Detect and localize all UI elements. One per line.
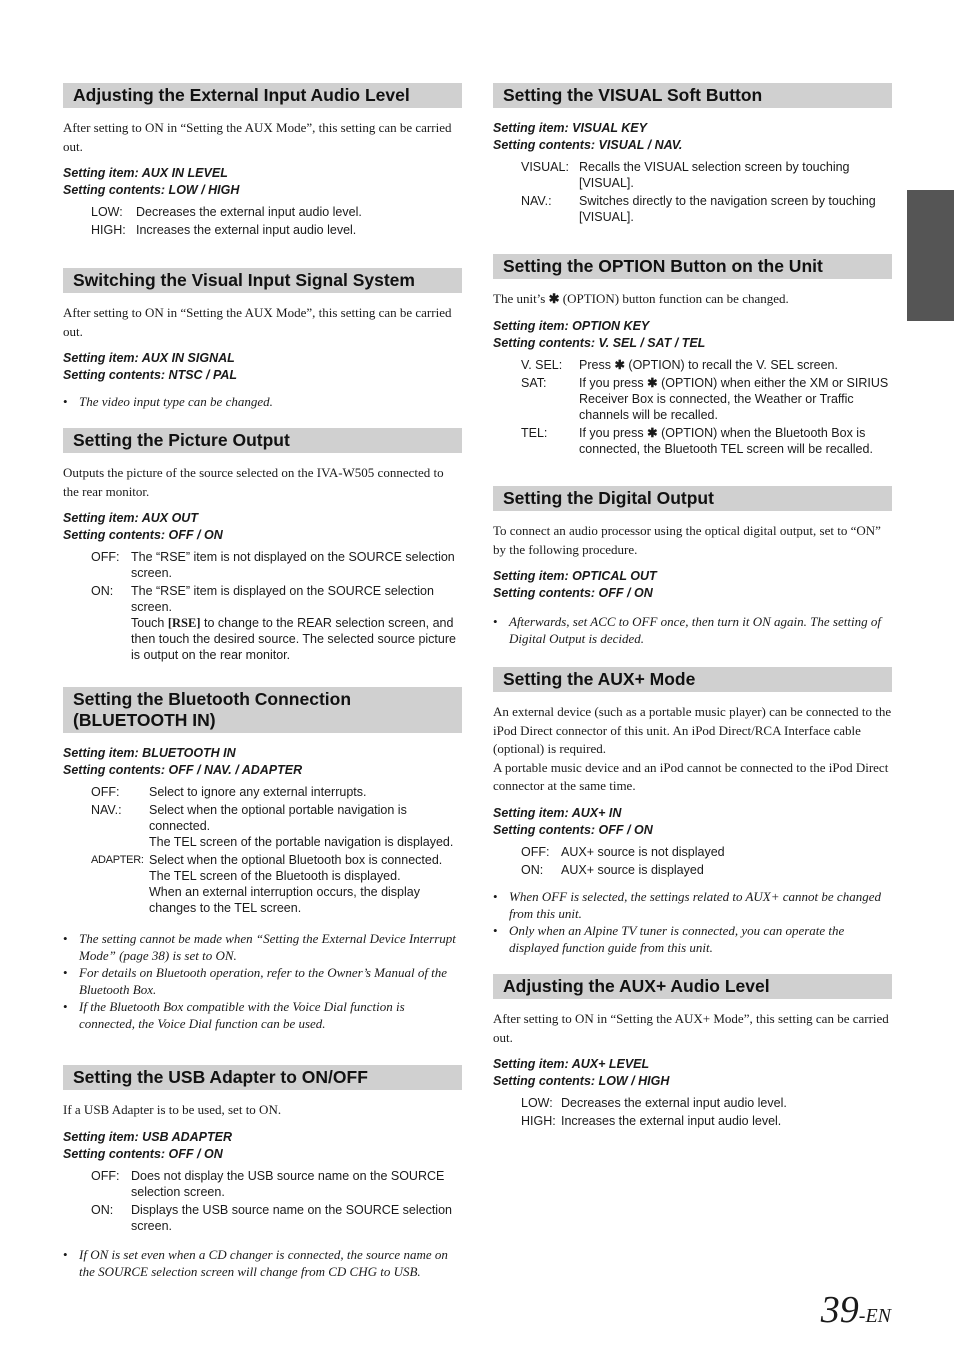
option-desc: Select to ignore any external interrupts. (149, 785, 367, 799)
option-desc (149, 852, 462, 916)
option-desc-text: The “RSE” item is displayed on the SOURCE selection screen. (131, 584, 434, 614)
section-digital-output (493, 486, 892, 647)
setting-contents: Setting contents: OFF / ON (493, 586, 653, 600)
body-post: (OPTION) button function can be changed. (562, 291, 789, 306)
page-number-value: 39 (820, 1289, 859, 1331)
option-term: OFF: (91, 1168, 120, 1183)
bullet: • (63, 999, 68, 1014)
option-term: TEL: (521, 425, 548, 440)
section-body: After setting to ON in “Setting the AUX+ Mode”, this setting can be carried out. (493, 1011, 889, 1045)
setting-items (63, 510, 462, 544)
setting-item: Setting item: AUX+ IN (493, 805, 622, 820)
setting-items (63, 165, 462, 199)
option-row (521, 357, 892, 373)
bullet: • (493, 888, 498, 904)
section-visual-soft-button (493, 83, 892, 227)
note-item (63, 964, 462, 998)
note-item (493, 922, 892, 956)
option-row (521, 159, 892, 191)
setting-items (493, 318, 892, 352)
option-term: NAV.: (521, 194, 552, 208)
option-desc (579, 357, 892, 373)
option-row (91, 1202, 462, 1234)
note-item (63, 1246, 462, 1280)
section-bluetooth-connection (63, 687, 462, 1032)
section-aux-plus-mode (493, 667, 892, 956)
notes-list (63, 393, 462, 410)
note-item (493, 888, 892, 922)
option-row (91, 222, 462, 238)
section-option-button (493, 254, 892, 459)
option-row (91, 583, 462, 663)
option-desc-text: Select when the optional portable navigation is connected. (149, 803, 407, 833)
option-list (91, 784, 462, 916)
setting-item: Setting item: AUX IN LEVEL (63, 166, 228, 180)
note-item (63, 998, 462, 1032)
setting-contents: Setting contents: OFF / ON (493, 822, 653, 837)
bullet: • (63, 931, 68, 946)
section-picture-output (63, 428, 462, 665)
desc-pre: If you press (579, 375, 644, 390)
section-heading: Setting the AUX+ Mode (493, 667, 892, 692)
option-desc (131, 583, 462, 663)
section-tab-marker (907, 190, 954, 321)
setting-contents: Setting contents: NTSC / PAL (63, 368, 238, 382)
option-row (91, 784, 462, 800)
option-list (521, 357, 892, 457)
touch-post: to change to the REAR selection screen, and then touch the desired source. The selected source picture is output on the rear monitor. (131, 616, 456, 662)
desc-post: (OPTION) when the Bluetooth Box is connected, the Bluetooth TEL screen will be recalled. (579, 425, 873, 456)
setting-contents: Setting contents: OFF / ON (63, 528, 223, 542)
option-term: ON: (521, 862, 544, 877)
notes-list (63, 930, 462, 1032)
note-text: Afterwards, set ACC to OFF once, then turn it ON again. The setting of Digital Output is decided. (509, 614, 881, 646)
option-desc: AUX+ source is displayed (561, 862, 704, 877)
option-row (91, 1168, 462, 1200)
option-term: V. SEL: (521, 357, 563, 372)
option-term: HIGH: (521, 1114, 556, 1128)
option-list (91, 549, 462, 663)
note-item (493, 613, 892, 647)
option-row (521, 193, 892, 225)
heading-line: (BLUETOOTH IN) (73, 710, 216, 730)
desc-pre: If you press (579, 425, 644, 440)
note-text: The setting cannot be made when “Setting the External Device Interrupt Mode” (page 38) is set to ON. (79, 931, 456, 963)
section-heading: Setting the OPTION Button on the Unit (493, 254, 892, 279)
section-heading: Setting the Picture Output (63, 428, 462, 453)
section-body: If a USB Adapter is to be used, set to ON. (63, 1102, 282, 1117)
setting-item: Setting item: BLUETOOTH IN (63, 746, 236, 760)
option-desc: AUX+ source is not displayed (561, 844, 725, 859)
setting-items (63, 1129, 462, 1163)
section-usb-adapter (63, 1065, 462, 1280)
setting-contents: Setting contents: V. SEL / SAT / TEL (493, 335, 706, 350)
option-list (521, 844, 892, 878)
option-row (521, 375, 892, 423)
setting-item: Setting item: VISUAL KEY (493, 121, 647, 135)
setting-items (493, 568, 892, 602)
desc-pre: Press (579, 357, 611, 372)
bullet: • (63, 965, 68, 980)
option-row (91, 549, 462, 581)
note-text: If the Bluetooth Box compatible with the Voice Dial function is connected, the Voice Dial function can be used. (79, 999, 405, 1031)
option-list (91, 204, 462, 238)
desc-post: (OPTION) to recall the V. SEL screen. (628, 357, 838, 372)
option-term: ADAPTER: (91, 854, 144, 866)
option-desc: Decreases the external input audio level. (136, 205, 362, 219)
bullet: • (63, 394, 68, 409)
section-heading: Adjusting the AUX+ Audio Level (493, 974, 892, 999)
option-star-icon: ✱ (647, 425, 658, 440)
section-heading: Adjusting the External Input Audio Level (63, 83, 462, 108)
section-external-input-audio-level (63, 83, 462, 240)
option-desc-extra: The TEL screen of the Bluetooth is displayed. (149, 869, 401, 883)
section-body: After setting to ON in “Setting the AUX Mode”, this setting can be carried out. (63, 305, 452, 339)
touch-instruction (131, 616, 456, 662)
setting-contents: Setting contents: OFF / NAV. / ADAPTER (63, 763, 303, 777)
section-body-2: A portable music device and an iPod cannot be connected to the iPod Direct connector at the same time. (493, 759, 889, 793)
option-row (521, 844, 892, 860)
heading-line: Setting the Bluetooth Connection (73, 689, 352, 709)
option-term: LOW: (91, 205, 123, 219)
note-text: If ON is set even when a CD changer is connected, the source name on the SOURCE selection screen will change from CD CHG to USB. (79, 1246, 448, 1279)
option-desc (579, 375, 892, 423)
note-text: The video input type can be changed. (79, 394, 273, 409)
option-desc: Increases the external input audio level. (136, 223, 357, 237)
option-desc (579, 425, 892, 457)
option-desc-extra: The TEL screen of the portable navigation is displayed. (149, 835, 454, 849)
setting-contents: Setting contents: LOW / HIGH (63, 183, 240, 197)
setting-item: Setting item: AUX OUT (63, 511, 198, 525)
note-item (63, 930, 462, 964)
setting-items (63, 745, 462, 779)
section-body (493, 290, 892, 309)
touch-pre: Touch (131, 616, 165, 630)
rse-key: [RSE] (167, 616, 201, 630)
option-desc: The “RSE” item is not displayed on the SOURCE selection screen. (131, 550, 455, 580)
setting-items (63, 350, 462, 384)
option-term: OFF: (91, 550, 120, 564)
option-term: OFF: (521, 844, 550, 859)
section-body: After setting to ON in “Setting the AUX Mode”, this setting can be carried out. (63, 120, 452, 154)
setting-contents: Setting contents: LOW / HIGH (493, 1074, 670, 1088)
option-star-icon: ✱ (647, 375, 658, 390)
setting-items (493, 805, 892, 839)
section-heading: Setting the VISUAL Soft Button (493, 83, 892, 108)
option-desc: Switches directly to the navigation screen by touching [VISUAL]. (579, 194, 876, 224)
option-list (521, 1095, 892, 1129)
setting-item: Setting item: OPTICAL OUT (493, 569, 657, 583)
setting-item: Setting item: AUX+ LEVEL (493, 1057, 650, 1071)
option-list (91, 1168, 462, 1234)
option-star-icon: ✱ (548, 291, 560, 306)
setting-contents: Setting contents: VISUAL / NAV. (493, 138, 683, 152)
option-term: OFF: (91, 785, 120, 799)
section-body: Outputs the picture of the source selected on the IVA-W505 connected to the rear monitor. (63, 465, 444, 499)
option-row (521, 425, 892, 457)
option-desc-extra: When an external interruption occurs, the display changes to the TEL screen. (149, 885, 420, 915)
section-heading: Switching the Visual Input Signal System (63, 268, 462, 293)
option-desc: Does not display the USB source name on the SOURCE selection screen. (131, 1168, 445, 1199)
option-term: VISUAL: (521, 160, 569, 174)
option-row (91, 802, 462, 850)
setting-items (493, 120, 892, 154)
note-item (63, 393, 462, 410)
section-body: To connect an audio processor using the optical digital output, set to “ON” by the following procedure. (493, 523, 881, 557)
note-text: Only when an Alpine TV tuner is connected, you can operate the displayed function guide from this unit. (509, 922, 845, 955)
option-list (521, 159, 892, 225)
option-star-icon: ✱ (614, 357, 625, 372)
option-desc: Displays the USB source name on the SOURCE selection screen. (131, 1202, 452, 1233)
notes-list (63, 1246, 462, 1280)
option-row (521, 862, 892, 878)
option-desc-text: Select when the optional Bluetooth box is connected. (149, 853, 443, 867)
option-term: ON: (91, 584, 114, 598)
section-aux-plus-audio-level (493, 974, 892, 1131)
page-number (821, 1288, 891, 1332)
option-row (521, 1113, 892, 1129)
section-body: An external device (such as a portable music player) can be connected to the iPod Direct connector of this unit. An iPod Direct/RCA Interface cable (optional) is required. (493, 704, 892, 756)
setting-item: Setting item: AUX IN SIGNAL (63, 351, 235, 365)
section-heading (63, 687, 462, 733)
option-term: LOW: (521, 1096, 553, 1110)
option-row (91, 204, 462, 220)
option-desc: Recalls the VISUAL selection screen by touching [VISUAL]. (579, 160, 850, 190)
option-term: ON: (91, 1202, 114, 1217)
option-term: HIGH: (91, 223, 126, 237)
section-heading: Setting the USB Adapter to ON/OFF (63, 1065, 462, 1090)
setting-items (493, 1056, 892, 1090)
option-desc: Increases the external input audio level. (561, 1114, 782, 1128)
section-visual-input-signal-system (63, 268, 462, 410)
option-term: NAV.: (91, 803, 122, 817)
option-desc: Decreases the external input audio level. (561, 1096, 787, 1110)
note-text: For details on Bluetooth operation, refer to the Owner’s Manual of the Bluetooth Box. (79, 965, 448, 997)
option-desc (149, 802, 462, 850)
section-heading: Setting the Digital Output (493, 486, 892, 511)
option-term: SAT: (521, 375, 547, 390)
option-row (91, 852, 462, 916)
option-row (521, 1095, 892, 1111)
note-text: When OFF is selected, the settings related to AUX+ cannot be changed from this unit. (509, 888, 881, 921)
setting-item: Setting item: OPTION KEY (493, 318, 650, 333)
bullet: • (63, 1246, 68, 1262)
setting-contents: Setting contents: OFF / ON (63, 1146, 223, 1161)
desc-post: (OPTION) when either the XM or SIRIUS Receiver Box is connected, the Weather or Traffic channels will be recalled. (579, 375, 889, 422)
page-number-suffix: -EN (858, 1305, 891, 1327)
notes-list (493, 613, 892, 647)
setting-item: Setting item: USB ADAPTER (63, 1129, 232, 1144)
bullet: • (493, 922, 498, 938)
body-pre: The unit’s (493, 291, 546, 306)
bullet: • (493, 614, 498, 629)
notes-list (493, 888, 892, 956)
